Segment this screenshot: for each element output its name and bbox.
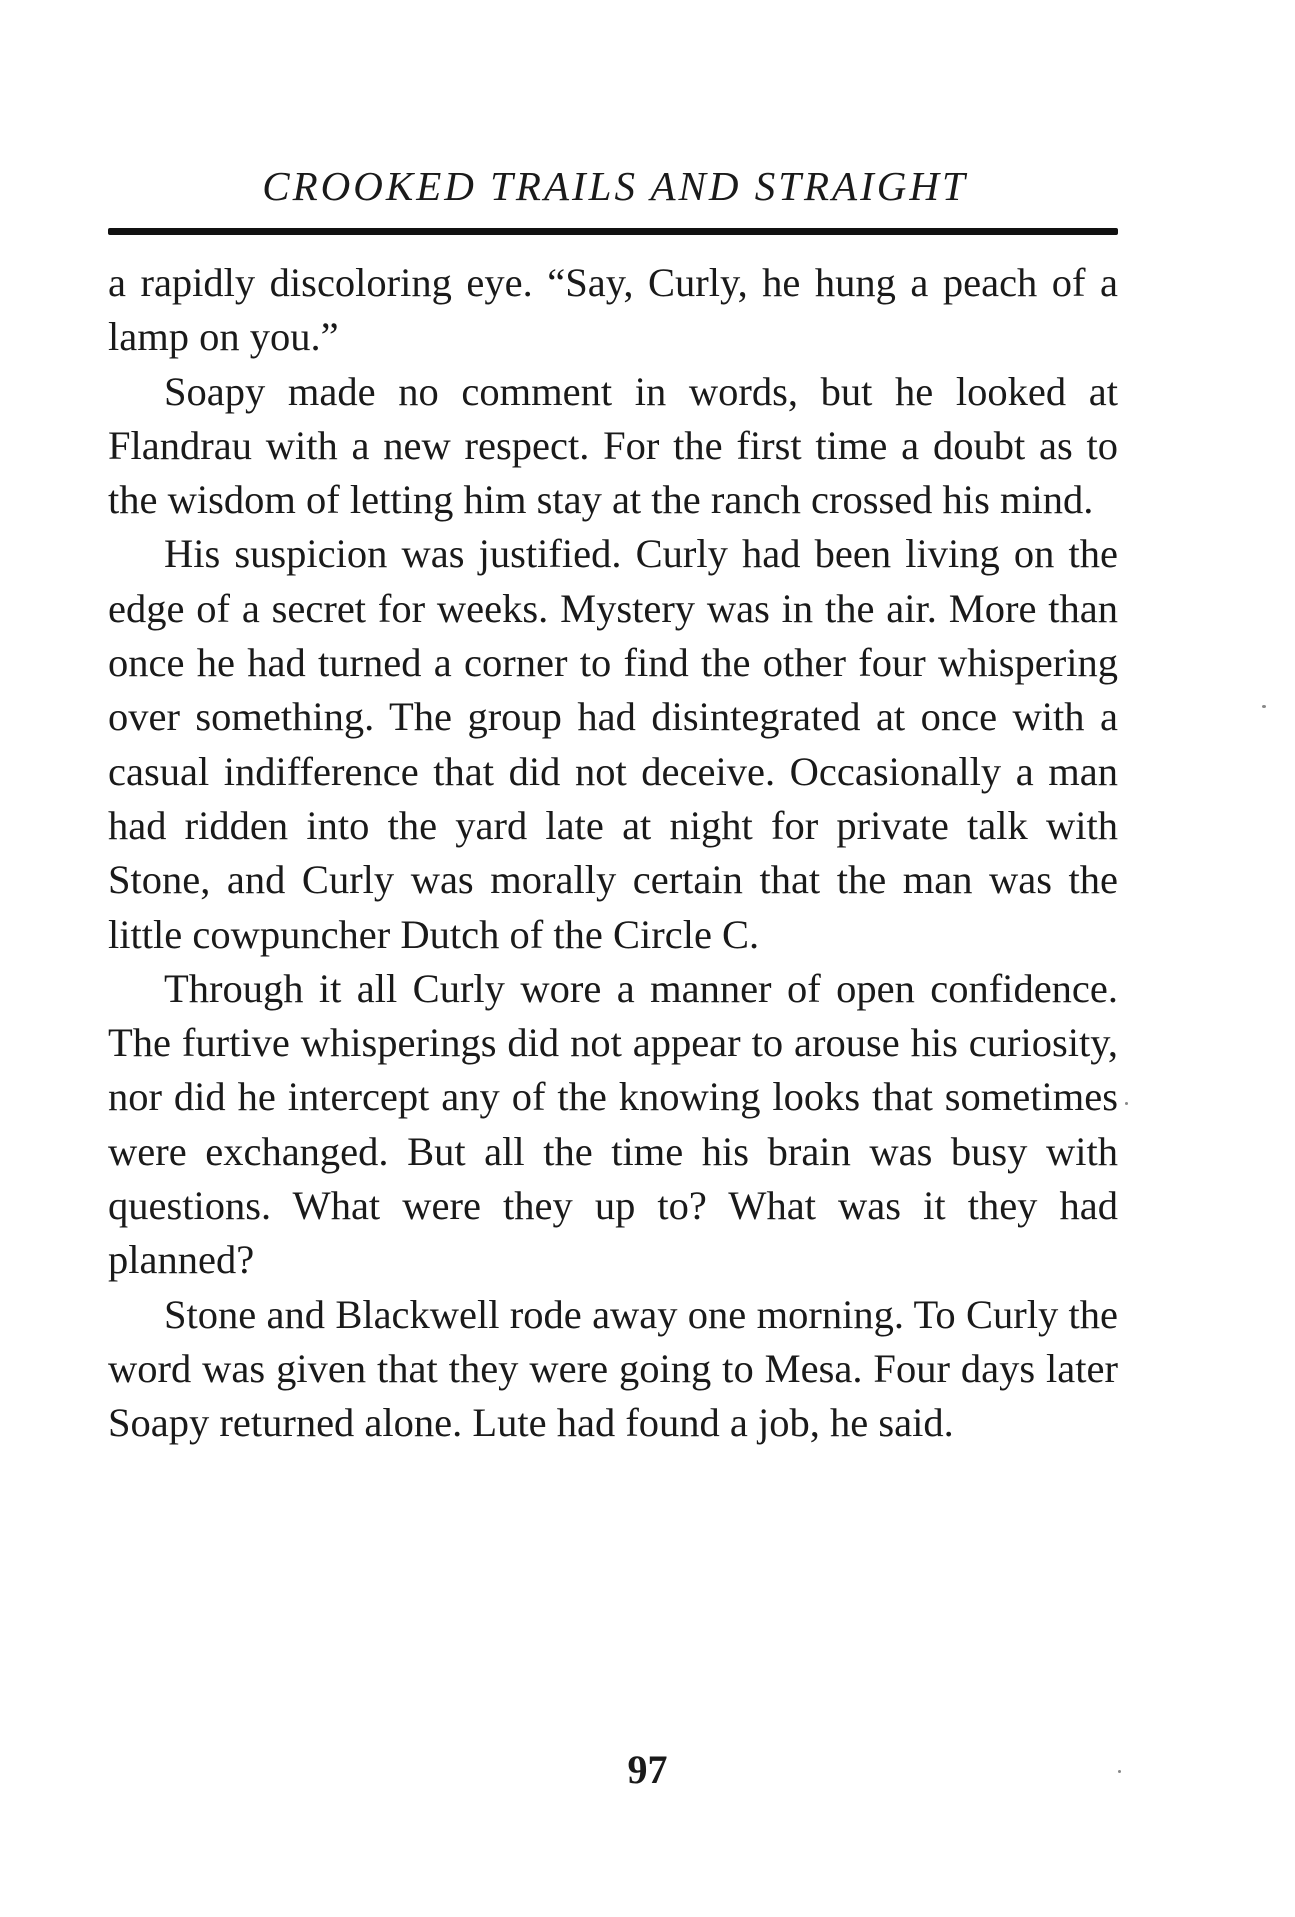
- paper-speck: [1125, 1102, 1128, 1105]
- paragraph: Stone and Blackwell rode away one morning. To Curly the word was given that they were going to Mesa. Four days later Soapy returned alone. Lute had found a job, he said.: [108, 1291, 1118, 1446]
- paper-speck: [1118, 1770, 1121, 1773]
- paragraph: Soapy made no comment in words, but he looked at Flandrau with a new respect. For the first time a doubt as to the wisdom of letting him stay at the ranch crossed his mind.: [108, 368, 1118, 523]
- body-text: [108, 256, 1118, 1451]
- paragraph: His suspicion was justified. Curly had been living on the edge of a secret for weeks. Mystery was in the air. More than once he had turned a corner to find the other four whispering over something. The group had disintegrated at once with a casual indifference that did not deceive. Occasionally a man had ridden into the yard late at night for private talk with Stone, and Curly was morally certain that the man was the little cowpuncher Dutch of the Circle C.: [108, 531, 1118, 957]
- paragraph-continued: a rapidly discoloring eye. “Say, Curly, he hung a peach of a lamp on you.”: [108, 260, 1118, 360]
- paper-speck: [1262, 705, 1266, 708]
- page-number: 97: [627, 1747, 668, 1792]
- header-rule: [108, 228, 1118, 235]
- running-head: CROOKED TRAILS AND STRAIGHT: [262, 163, 968, 209]
- paragraph: Through it all Curly wore a manner of open confidence. The furtive whisperings did not appear to arouse his curiosity, nor did he intercept any of the knowing looks that sometimes were exchanged. But all the time his brain was busy with questions. What were they up to? What was it they had planned?: [108, 965, 1118, 1283]
